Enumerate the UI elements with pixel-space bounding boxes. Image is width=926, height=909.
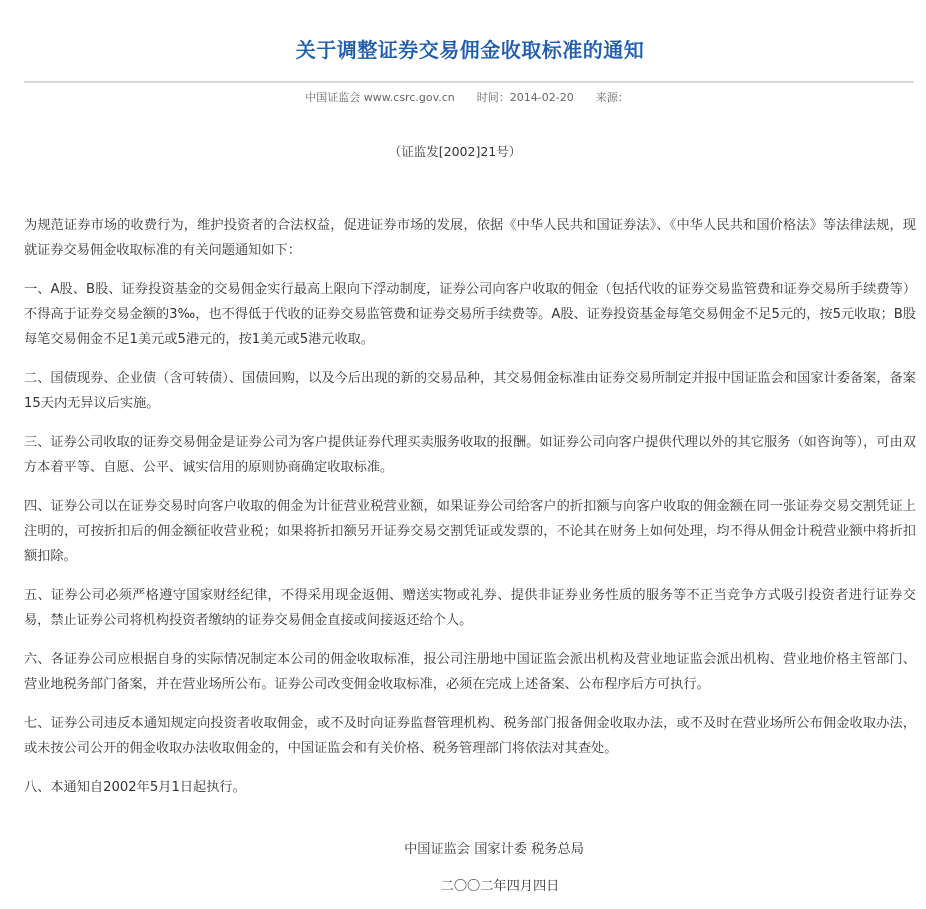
issue-date: 二〇〇二年四月四日 xyxy=(440,879,560,894)
paragraph-8: 八、本通知自2002年5月1日起执行。 xyxy=(24,780,246,795)
title-divider xyxy=(24,81,914,83)
article-title: 关于调整证券交易佣金收取标准的通知 xyxy=(295,38,645,62)
article-body xyxy=(24,213,916,814)
meta-source: 中国证监会 www.csrc.gov.cn xyxy=(305,91,455,104)
paragraph-5: 五、证券公司必须严格遵守国家财经纪律，不得采用现金返佣、赠送实物或礼券、提供非证券业务性质的服务等不正当竞争方式吸引投资者进行证券交易，禁止证券公司将机构投资者缴纳的证券交易佣金直接或间接返还给个人。 xyxy=(24,588,916,628)
document-number: （证监发[2002]21号） xyxy=(388,144,522,159)
paragraph-6: 六、各证券公司应根据自身的实际情况制定本公司的佣金收取标准，报公司注册地中国证监会派出机构及营业地证监会派出机构、营业地价格主管部门、营业地税务部门备案，并在营业场所公布。证券公司改变佣金收取标准，必须在完成上述备案、公布程序后方可执行。 xyxy=(24,652,916,692)
article-meta xyxy=(0,89,926,107)
meta-origin: 来源： xyxy=(595,91,629,104)
paragraph-4: 四、证券公司以在证券交易时向客户收取的佣金为计征营业税营业额，如果证券公司给客户的折扣额与向客户收取的佣金额在同一张证券交易交割凭证上注明的，可按折扣后的佣金额征收营业税；如果将折扣额另开证券交易交割凭证或发票的，不论其在财务上如何处理，均不得从佣金计税营业额中将折扣额扣除。 xyxy=(24,499,916,564)
meta-time: 时间：2014-02-20 xyxy=(476,91,574,104)
paragraph-3: 三、证券公司收取的证券交易佣金是证券公司为客户提供证券代理买卖服务收取的报酬。如证券公司向客户提供代理以外的其它服务（如咨询等），可由双方本着平等、自愿、公平、诚实信用的原则协商确定收取标准。 xyxy=(24,435,916,475)
paragraph-1: 一、A股、B股、证券投资基金的交易佣金实行最高上限向下浮动制度，证券公司向客户收取的佣金（包括代收的证券交易监管费和证券交易所手续费等）不得高于证券交易金额的3‰，也不得低于代收的证券交易监管费和证券交易所手续费等。A股、证券投资基金每笔交易佣金不足5元的，按5元收取；B股每笔交易佣金不足1美元或5港元的，按1美元或5港元收取。 xyxy=(24,282,916,347)
paragraph-2: 二、国债现券、企业债（含可转债）、国债回购，以及今后出现的新的交易品种，其交易佣金标准由证券交易所制定并报中国证监会和国家计委备案，备案15天内无异议后实施。 xyxy=(24,371,916,411)
paragraph-intro: 为规范证券市场的收费行为，维护投资者的合法权益，促进证券市场的发展，依据《中华人民共和国证券法》、《中华人民共和国价格法》等法律法规，现就证券交易佣金收取标准的有关问题通知如下： xyxy=(24,218,916,258)
signatories: 中国证监会 国家计委 税务总局 xyxy=(404,842,584,857)
paragraph-7: 七、证券公司违反本通知规定向投资者收取佣金，或不及时向证券监督管理机构、税务部门报备佣金收取办法，或不及时在营业场所公布佣金收取办法，或未按公司公开的佣金收取办法收取佣金的，中国证监会和有关价格、税务管理部门将依法对其查处。 xyxy=(24,716,916,756)
